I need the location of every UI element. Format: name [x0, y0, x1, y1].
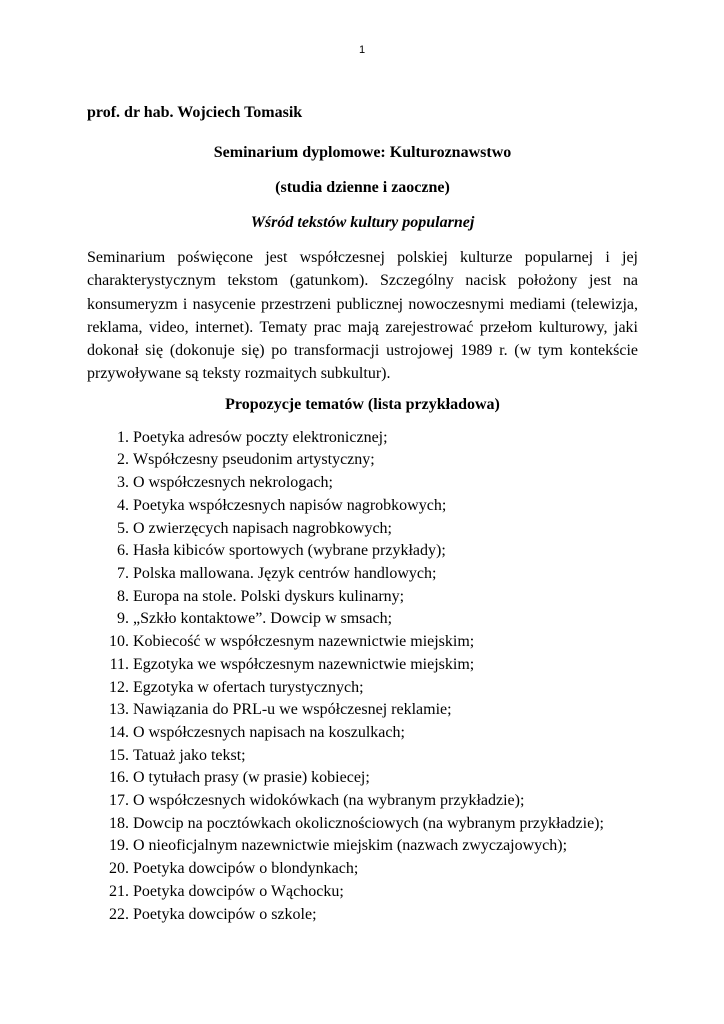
list-item: [87, 858, 638, 881]
list-item-number: 19.: [109, 837, 129, 855]
page-number: 1: [358, 44, 366, 56]
list-item-number: 13.: [109, 701, 129, 719]
list-item-text: Poetyka adresów poczty elektronicznej;: [133, 428, 388, 446]
list-item-number: 7.: [117, 565, 129, 582]
list-item: [87, 813, 638, 836]
list-item-number: 8.: [117, 587, 129, 605]
list-item: [87, 518, 638, 541]
list-item-number: 4.: [117, 496, 129, 514]
author-name: prof. dr hab. Wojciech Tomasik: [87, 104, 303, 121]
list-item-number: 11.: [109, 655, 129, 673]
list-item-text: O zwierzęcych napisach nagrobkowych;: [133, 519, 392, 537]
list-item: [87, 722, 638, 745]
list-item: [87, 495, 638, 518]
list-item: [87, 449, 638, 472]
list-item-text: Współczesny pseudonim artystyczny;: [133, 451, 375, 469]
study-mode: (studia dzienne i zaoczne): [275, 179, 450, 196]
list-item-number: 14.: [109, 723, 129, 741]
list-item: [87, 790, 638, 813]
list-item: [87, 767, 638, 790]
list-item-text: Tatuaż jako tekst;: [133, 746, 246, 764]
list-item: [87, 881, 638, 904]
list-item-number: 6.: [117, 542, 129, 560]
list-item-text: Polska mallowana. Język centrów handlowych;: [133, 565, 437, 582]
list-item-text: Dowcip na pocztówkach okolicznościowych (na wybranym przykładzie);: [133, 814, 604, 832]
list-item-text: O współczesnych napisach na koszulkach;: [133, 723, 405, 741]
list-item: [87, 904, 638, 927]
list-item-number: 18.: [109, 814, 129, 832]
list-item-text: Poetyka dowcipów o szkole;: [133, 905, 317, 923]
list-item-number: 3.: [117, 474, 129, 492]
list-item-text: O tytułach prasy (w prasie) kobiecej;: [133, 769, 370, 787]
list-item-text: Poetyka dowcipów o blondynkach;: [133, 860, 359, 878]
list-item-number: 20.: [109, 860, 129, 878]
list-item: [87, 745, 638, 768]
list-item: [87, 654, 638, 677]
seminar-title: Seminarium dyplomowe: Kulturoznawstwo: [213, 144, 512, 161]
list-item-number: 1.: [117, 428, 129, 446]
list-item-text: Nawiązania do PRL-u we współczesnej reklamie;: [133, 701, 452, 719]
list-item-text: Hasła kibiców sportowych (wybrane przykłady);: [133, 542, 446, 560]
list-item: [87, 586, 638, 609]
topics-heading: Propozycje tematów (lista przykładowa): [225, 395, 500, 413]
list-item-number: 12.: [109, 678, 129, 696]
seminar-description: Seminarium poświęcone jest współczesnej polskiej kulturze popularnej i jej charakterystycznym tekstom (gatunkom). Szczególny nacisk położony jest na konsumeryzm i nasycenie przestrzeni publicznej nowoczesnymi mediami (telewizja, reklama, video, internet). Tematy prac mają zarejestrować przełom kulturowy, jaki dokonał się (dokonuje się) po transformacji ustrojowej 1989 r. (w tym kontekście przywoływane są teksty rozmaitych subkultur).: [87, 249, 638, 383]
list-item-number: 15.: [109, 746, 129, 764]
list-item-number: 21.: [109, 882, 129, 900]
list-item: [87, 835, 638, 858]
list-item-text: O współczesnych widokówkach (na wybranym przykładzie);: [133, 792, 525, 810]
list-item-number: 16.: [109, 769, 129, 787]
list-item: [87, 540, 638, 563]
topics-list: [87, 427, 638, 926]
list-item-number: 10.: [109, 633, 129, 651]
list-item: [87, 608, 638, 631]
list-item-number: 2.: [117, 451, 129, 469]
list-item-number: 17.: [109, 792, 129, 810]
list-item: [87, 677, 638, 700]
list-item: [87, 699, 638, 722]
list-item: [87, 472, 638, 495]
seminar-subtitle: Wśród tekstów kultury popularnej: [250, 214, 475, 231]
list-item-text: Kobiecość w współczesnym nazewnictwie miejskim;: [133, 633, 475, 651]
document-body: [87, 103, 638, 926]
list-item: [87, 563, 638, 586]
list-item: [87, 427, 638, 450]
list-item-text: Poetyka dowcipów o Wąchocku;: [133, 882, 344, 900]
list-item-text: Poetyka współczesnych napisów nagrobkowych;: [133, 496, 447, 514]
list-item-number: 22.: [109, 905, 129, 923]
list-item-text: Egzotyka w ofertach turystycznych;: [133, 678, 364, 696]
list-item: [87, 631, 638, 654]
list-item-text: Europa na stole. Polski dyskurs kulinarny;: [133, 587, 405, 605]
list-item-text: O współczesnych nekrologach;: [133, 474, 333, 492]
list-item-text: O nieoficjalnym nazewnictwie miejskim (nazwach zwyczajowych);: [133, 837, 568, 855]
list-item-text: „Szkło kontaktowe”. Dowcip w smsach;: [133, 610, 393, 628]
list-item-number: 9.: [117, 610, 129, 628]
list-item-number: 5.: [117, 519, 129, 537]
list-item-text: Egzotyka we współczesnym nazewnictwie miejskim;: [133, 655, 475, 673]
